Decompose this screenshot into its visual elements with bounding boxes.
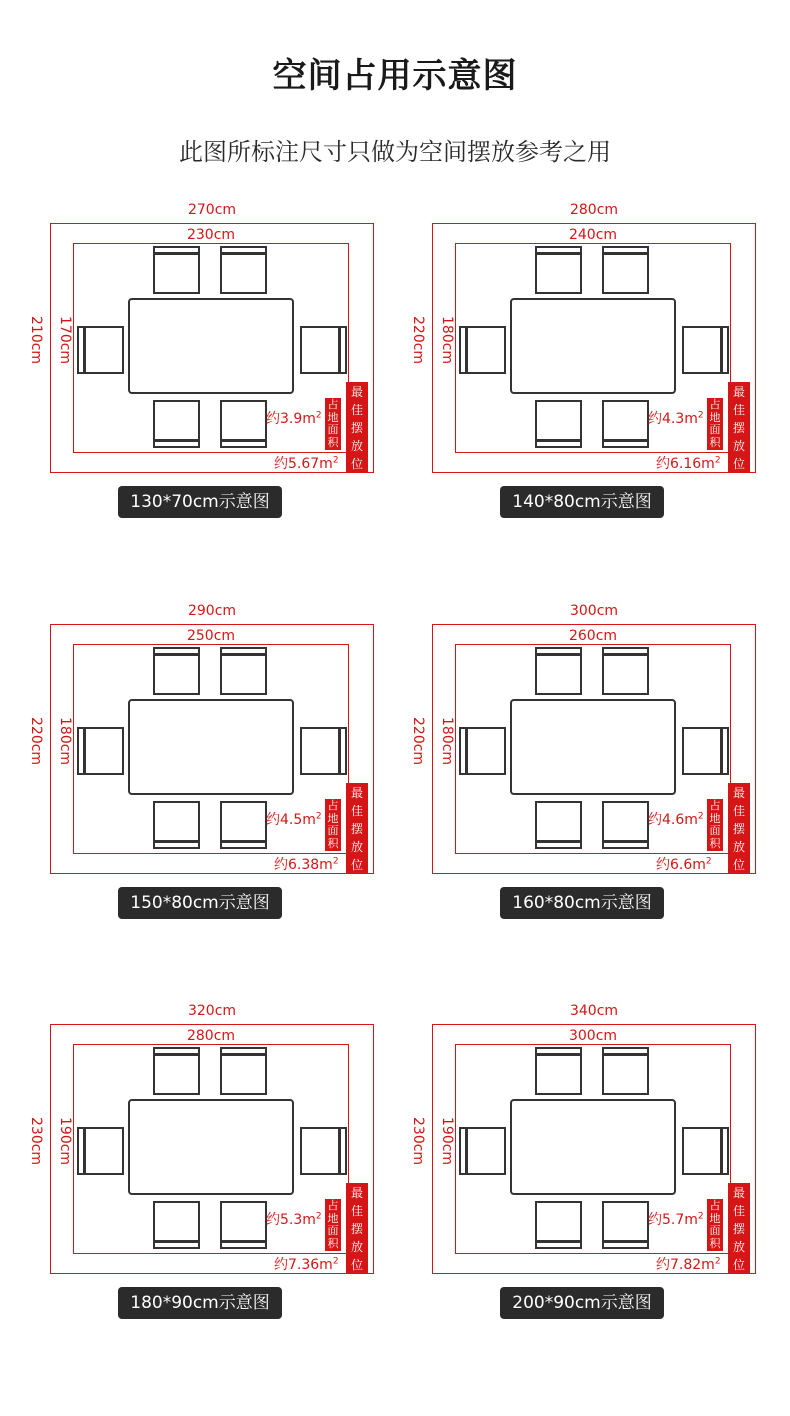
dining-table xyxy=(128,699,294,795)
chair-top-right xyxy=(602,647,649,695)
inner-height-label: 180cm xyxy=(439,716,455,766)
inner-area-label: 约$3.9m^2$ xyxy=(266,410,322,427)
layout-diagram-5 xyxy=(28,1001,382,1341)
chair-left xyxy=(77,1127,124,1175)
inner-area-label: 约$4.6m^2$ xyxy=(648,811,704,828)
inner-area-label: 约$5.7m^2$ xyxy=(648,1211,704,1228)
outer-height-label: 230cm xyxy=(28,1116,44,1166)
inner-width-label: 280cm xyxy=(186,1028,236,1044)
inner-width-label: 240cm xyxy=(568,227,618,243)
outer-width-label: 270cm xyxy=(187,202,237,218)
dining-table xyxy=(510,1099,676,1195)
chair-bottom-left xyxy=(535,801,582,849)
layout-diagram-2 xyxy=(410,200,764,540)
chair-top-right xyxy=(220,647,267,695)
inner-width-label: 260cm xyxy=(568,628,618,644)
chair-left xyxy=(77,326,124,374)
outer-width-label: 280cm xyxy=(569,202,619,218)
chair-bottom-right xyxy=(602,400,649,448)
diagram-caption: 140*80cm示意图 xyxy=(500,486,664,518)
chair-top-right xyxy=(220,1047,267,1095)
chair-top-left xyxy=(535,246,582,294)
chair-bottom-right xyxy=(602,1201,649,1249)
dining-table xyxy=(128,1099,294,1195)
outer-height-label: 230cm xyxy=(410,1116,426,1166)
chair-left xyxy=(459,727,506,775)
chair-bottom-left xyxy=(535,400,582,448)
diagram-caption: 200*90cm示意图 xyxy=(500,1287,664,1319)
chair-left xyxy=(459,1127,506,1175)
chair-right xyxy=(682,1127,729,1175)
best-placement-tag: 最佳摆放位置 xyxy=(728,382,750,473)
chair-top-right xyxy=(220,246,267,294)
best-placement-tag: 最佳摆放位置 xyxy=(728,783,750,874)
outer-area-label: 约$6.16m^2$ xyxy=(656,455,721,472)
chair-top-right xyxy=(602,246,649,294)
chair-top-left xyxy=(153,647,200,695)
diagram-caption: 160*80cm示意图 xyxy=(500,887,664,919)
chair-bottom-left xyxy=(153,400,200,448)
outer-area-label: 约$7.82m^2$ xyxy=(656,1256,721,1273)
chair-bottom-right xyxy=(220,801,267,849)
layout-diagram-3 xyxy=(28,601,382,941)
chair-bottom-left xyxy=(535,1201,582,1249)
diagram-caption: 130*70cm示意图 xyxy=(118,486,282,518)
floor-area-tag: 占地面积 xyxy=(325,1199,341,1251)
chair-bottom-right xyxy=(220,400,267,448)
chair-bottom-right xyxy=(602,801,649,849)
chair-right xyxy=(682,326,729,374)
outer-width-label: 320cm xyxy=(187,1003,237,1019)
floor-area-tag: 占地面积 xyxy=(707,1199,723,1251)
layout-diagram-6 xyxy=(410,1001,764,1341)
chair-top-right xyxy=(602,1047,649,1095)
chair-left xyxy=(77,727,124,775)
chair-right xyxy=(300,1127,347,1175)
outer-width-label: 300cm xyxy=(569,603,619,619)
inner-height-label: 170cm xyxy=(57,315,73,365)
best-placement-tag: 最佳摆放位置 xyxy=(346,1183,368,1274)
diagram-caption: 150*80cm示意图 xyxy=(118,887,282,919)
floor-area-tag: 占地面积 xyxy=(325,799,341,851)
chair-bottom-left xyxy=(153,1201,200,1249)
layout-diagram-4 xyxy=(410,601,764,941)
chair-left xyxy=(459,326,506,374)
inner-width-label: 250cm xyxy=(186,628,236,644)
inner-height-label: 180cm xyxy=(57,716,73,766)
floor-area-tag: 占地面积 xyxy=(707,398,723,450)
page-title: 空间占用示意图 xyxy=(272,56,518,96)
dining-table xyxy=(510,699,676,795)
diagram-caption: 180*90cm示意图 xyxy=(118,1287,282,1319)
chair-right xyxy=(300,326,347,374)
outer-area-label: 约$6.6m^2$ xyxy=(656,856,712,873)
outer-width-label: 340cm xyxy=(569,1003,619,1019)
inner-height-label: 190cm xyxy=(439,1116,455,1166)
dining-table xyxy=(510,298,676,394)
inner-area-label: 约$4.3m^2$ xyxy=(648,410,704,427)
outer-height-label: 220cm xyxy=(410,716,426,766)
outer-height-label: 220cm xyxy=(410,315,426,365)
inner-width-label: 230cm xyxy=(186,227,236,243)
dining-table xyxy=(128,298,294,394)
chair-bottom-left xyxy=(153,801,200,849)
outer-area-label: 约$7.36m^2$ xyxy=(274,1256,339,1273)
floor-area-tag: 占地面积 xyxy=(325,398,341,450)
inner-area-label: 约$4.5m^2$ xyxy=(266,811,322,828)
outer-area-label: 约$6.38m^2$ xyxy=(274,856,339,873)
best-placement-tag: 最佳摆放位置 xyxy=(346,783,368,874)
outer-width-label: 290cm xyxy=(187,603,237,619)
outer-area-label: 约$5.67m^2$ xyxy=(274,455,339,472)
best-placement-tag: 最佳摆放位置 xyxy=(728,1183,750,1274)
layout-diagram-1 xyxy=(28,200,382,540)
best-placement-tag: 最佳摆放位置 xyxy=(346,382,368,473)
outer-height-label: 220cm xyxy=(28,716,44,766)
inner-area-label: 约$5.3m^2$ xyxy=(266,1211,322,1228)
chair-bottom-right xyxy=(220,1201,267,1249)
chair-right xyxy=(300,727,347,775)
outer-height-label: 210cm xyxy=(28,315,44,365)
chair-top-left xyxy=(153,1047,200,1095)
chair-top-left xyxy=(535,647,582,695)
inner-height-label: 190cm xyxy=(57,1116,73,1166)
inner-width-label: 300cm xyxy=(568,1028,618,1044)
inner-height-label: 180cm xyxy=(439,315,455,365)
page-subtitle: 此图所标注尺寸只做为空间摆放参考之用 xyxy=(179,138,611,166)
chair-top-left xyxy=(535,1047,582,1095)
chair-top-left xyxy=(153,246,200,294)
chair-right xyxy=(682,727,729,775)
floor-area-tag: 占地面积 xyxy=(707,799,723,851)
